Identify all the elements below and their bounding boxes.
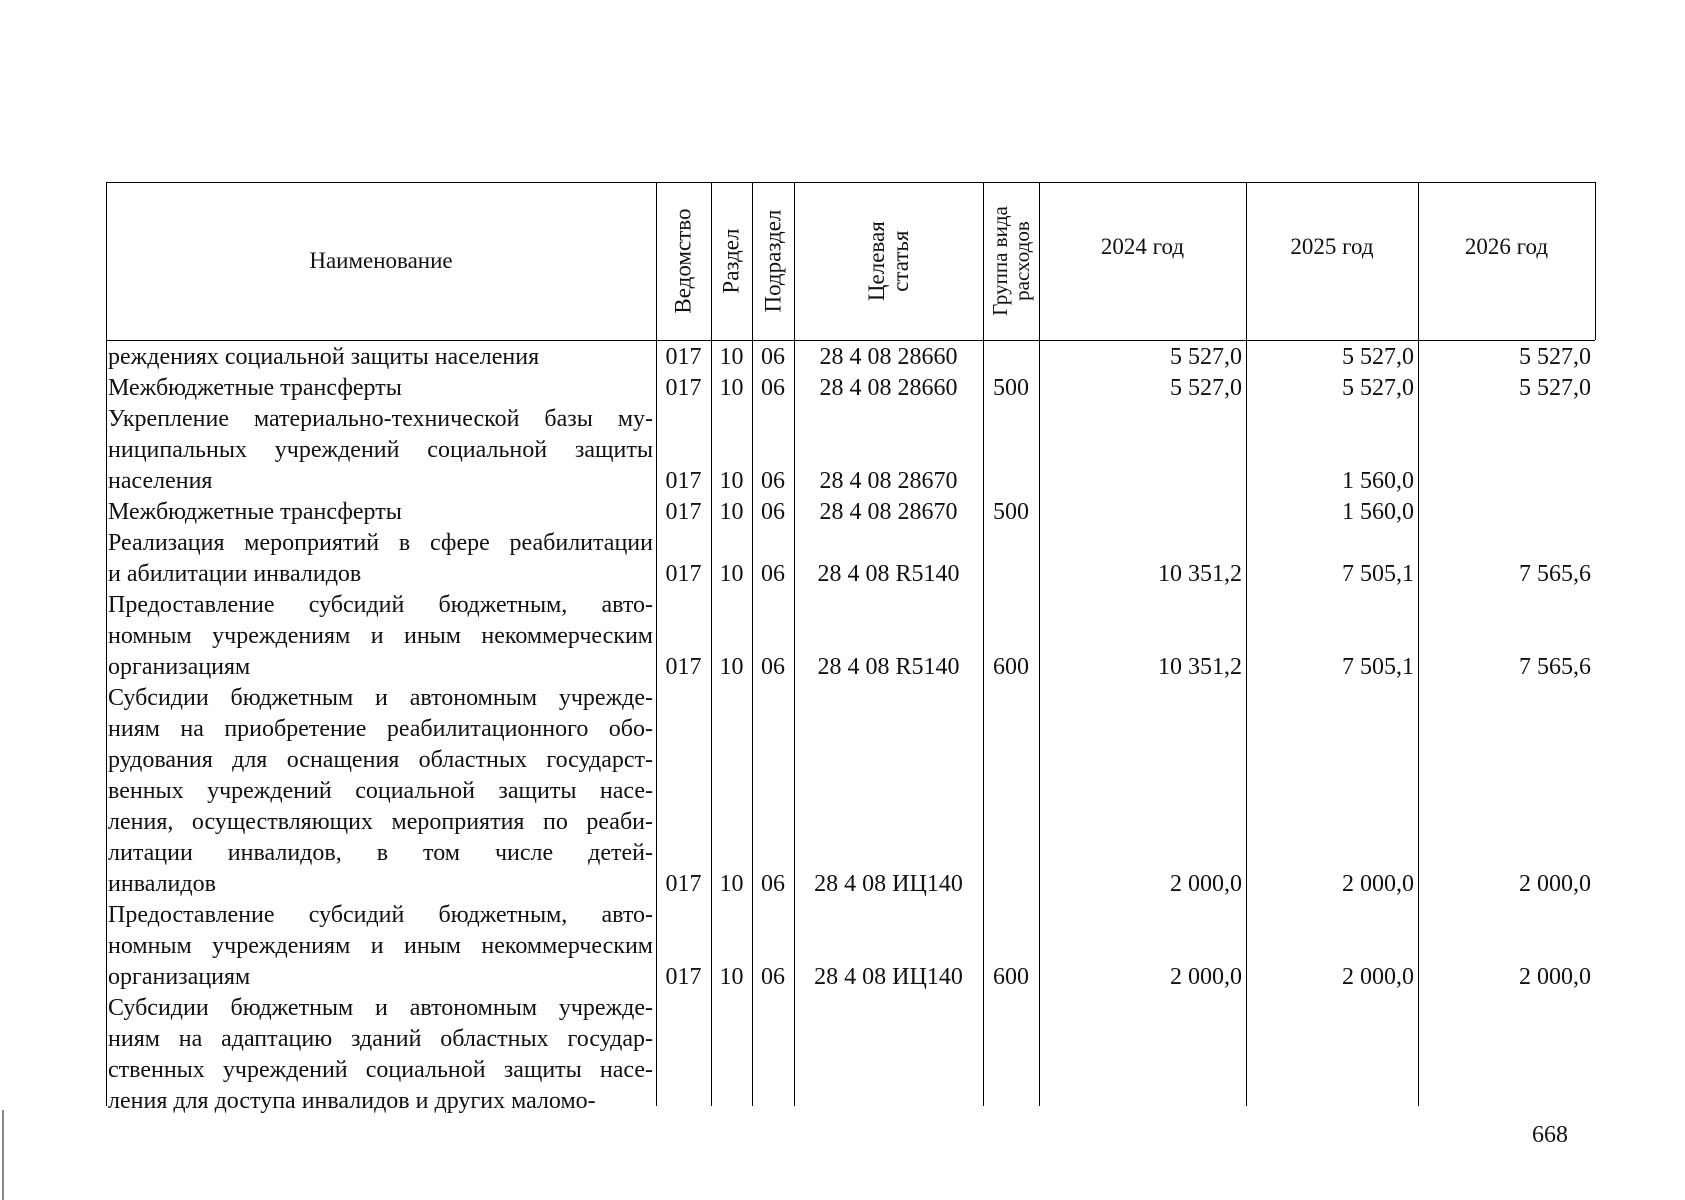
header-celevaya-label <box>864 221 912 301</box>
header-2024 <box>1039 182 1246 340</box>
row-name-line: Укрепление материально-технической базы му- <box>108 406 653 432</box>
cell-y2024: 5 527,0 <box>1170 375 1242 401</box>
header-name-label: Наименование <box>309 248 453 273</box>
cell-vr: 600 <box>993 654 1029 680</box>
cell-y2025: 2 000,0 <box>1342 871 1414 897</box>
row-name-line: и абилитации инвалидов <box>108 561 362 587</box>
cell-y2024: 2 000,0 <box>1170 964 1242 990</box>
header-2025-label: 2025 год <box>1290 234 1374 259</box>
cell-cs: 28 4 08 ИЦ140 <box>814 964 963 990</box>
cell-pod: 06 <box>761 654 785 680</box>
row-name-line: населения <box>108 468 213 494</box>
cell-pod: 06 <box>761 964 785 990</box>
header-gruppa-line2: расходов <box>1010 221 1034 301</box>
row-name-line: венных учреждений социальной защиты насе- <box>108 778 653 804</box>
row-name-line: реждениях социальной защиты населения <box>108 344 540 370</box>
cell-raz: 10 <box>719 964 744 990</box>
row-name-line: ственных учреждений социальной защиты насе- <box>108 1057 653 1083</box>
row-name-line: ления, осуществляющих мероприятия по реаби- <box>108 809 653 835</box>
cell-ved: 017 <box>665 499 702 525</box>
column-divider <box>1595 182 1596 340</box>
header-2025 <box>1246 182 1418 340</box>
cell-raz: 10 <box>719 654 744 680</box>
row-name-line: ления для доступа инвалидов и других маломо- <box>108 1088 596 1114</box>
header-name <box>106 182 656 340</box>
row-name-line: номным учреждениям и иным некоммерческим <box>108 623 653 649</box>
cell-pod: 06 <box>761 375 785 401</box>
header-bottom-border <box>106 340 1595 341</box>
cell-raz: 10 <box>719 561 744 587</box>
cell-raz: 10 <box>719 499 744 525</box>
cell-y2026: 5 527,0 <box>1519 344 1591 370</box>
header-celevaya-statya <box>794 182 983 340</box>
cell-y2025: 1 560,0 <box>1342 499 1414 525</box>
row-name-line: ниям на приобретение реабилитационного обо- <box>108 716 653 742</box>
cell-pod: 06 <box>761 561 785 587</box>
header-podrazdel-label: Подраздел <box>759 209 785 313</box>
cell-ved: 017 <box>665 654 702 680</box>
cell-y2024: 5 527,0 <box>1170 344 1242 370</box>
cell-y2025: 1 560,0 <box>1342 468 1414 494</box>
header-celevaya-line1: Целевая <box>863 221 889 301</box>
row-name-line: Реализация мероприятий в сфере реабилитации <box>108 530 653 556</box>
cell-vr: 600 <box>993 964 1029 990</box>
header-razdel <box>711 182 752 340</box>
cell-y2026: 2 000,0 <box>1519 871 1591 897</box>
cell-cs: 28 4 08 28670 <box>819 499 958 525</box>
cell-vr: 500 <box>993 375 1029 401</box>
cell-y2025: 5 527,0 <box>1342 344 1414 370</box>
cell-vr: 500 <box>993 499 1029 525</box>
cell-y2025: 7 505,1 <box>1342 654 1414 680</box>
cell-y2025: 2 000,0 <box>1342 964 1414 990</box>
row-name-line: организациям <box>108 654 251 680</box>
header-podrazdel <box>752 182 794 340</box>
cell-y2026: 2 000,0 <box>1519 964 1591 990</box>
header-2026 <box>1418 182 1595 340</box>
cell-ved: 017 <box>665 344 702 370</box>
cell-y2024: 2 000,0 <box>1170 871 1242 897</box>
cell-ved: 017 <box>665 468 702 494</box>
cell-cs: 28 4 08 R5140 <box>817 654 960 680</box>
row-name-line: номным учреждениям и иным некоммерческим <box>108 933 653 959</box>
header-vedomstvo <box>656 182 711 340</box>
cell-ved: 017 <box>665 375 702 401</box>
row-name-line: рудования для оснащения областных государст- <box>108 747 653 773</box>
cell-y2024: 10 351,2 <box>1158 654 1242 680</box>
header-gruppa-label <box>989 206 1033 316</box>
page-number: 668 <box>1532 1122 1568 1148</box>
scan-edge-mark <box>2 1110 4 1200</box>
cell-y2025: 7 505,1 <box>1342 561 1414 587</box>
cell-cs: 28 4 08 R5140 <box>817 561 960 587</box>
cell-cs: 28 4 08 28660 <box>819 375 958 401</box>
cell-pod: 06 <box>761 344 785 370</box>
row-name-line: организациям <box>108 964 251 990</box>
cell-ved: 017 <box>665 561 702 587</box>
cell-pod: 06 <box>761 499 785 525</box>
cell-raz: 10 <box>719 871 744 897</box>
cell-cs: 28 4 08 28660 <box>819 344 958 370</box>
cell-ved: 017 <box>665 964 702 990</box>
row-name-line: Предоставление субсидий бюджетным, авто- <box>108 592 653 618</box>
row-name-line: Межбюджетные трансферты <box>108 375 402 401</box>
row-name-line: Предоставление субсидий бюджетным, авто- <box>108 902 653 928</box>
cell-y2026: 7 565,6 <box>1519 561 1591 587</box>
cell-raz: 10 <box>719 344 744 370</box>
row-name-line: инвалидов <box>108 871 216 897</box>
cell-y2024: 10 351,2 <box>1158 561 1242 587</box>
cell-cs: 28 4 08 ИЦ140 <box>814 871 963 897</box>
header-gruppa-line1: Группа вида <box>987 206 1012 316</box>
row-name-line: Субсидии бюджетным и автономным учрежде- <box>108 685 653 711</box>
cell-pod: 06 <box>761 468 785 494</box>
cell-cs: 28 4 08 28670 <box>819 468 958 494</box>
cell-raz: 10 <box>719 375 744 401</box>
row-name-line: ниципальных учреждений социальной защиты <box>108 437 653 463</box>
cell-y2026: 7 565,6 <box>1519 654 1591 680</box>
header-2024-label: 2024 год <box>1100 234 1185 259</box>
header-2026-label: 2026 год <box>1464 234 1549 259</box>
cell-ved: 017 <box>665 871 702 897</box>
row-name-line: ниям на адаптацию зданий областных государ- <box>108 1026 653 1052</box>
row-name-line: Межбюджетные трансферты <box>108 499 402 525</box>
cell-raz: 10 <box>719 468 744 494</box>
header-vedomstvo-label: Ведомство <box>670 208 696 314</box>
cell-y2025: 5 527,0 <box>1342 375 1414 401</box>
cell-pod: 06 <box>761 871 785 897</box>
header-razdel-label: Раздел <box>718 228 744 294</box>
header-celevaya-line2: статья <box>887 230 913 292</box>
row-name-line: Субсидии бюджетным и автономным учрежде- <box>108 995 653 1021</box>
row-name-line: литации инвалидов, в том числе детей- <box>108 840 653 866</box>
cell-y2026: 5 527,0 <box>1519 375 1591 401</box>
header-gruppa-vida-rashodov <box>983 182 1039 340</box>
